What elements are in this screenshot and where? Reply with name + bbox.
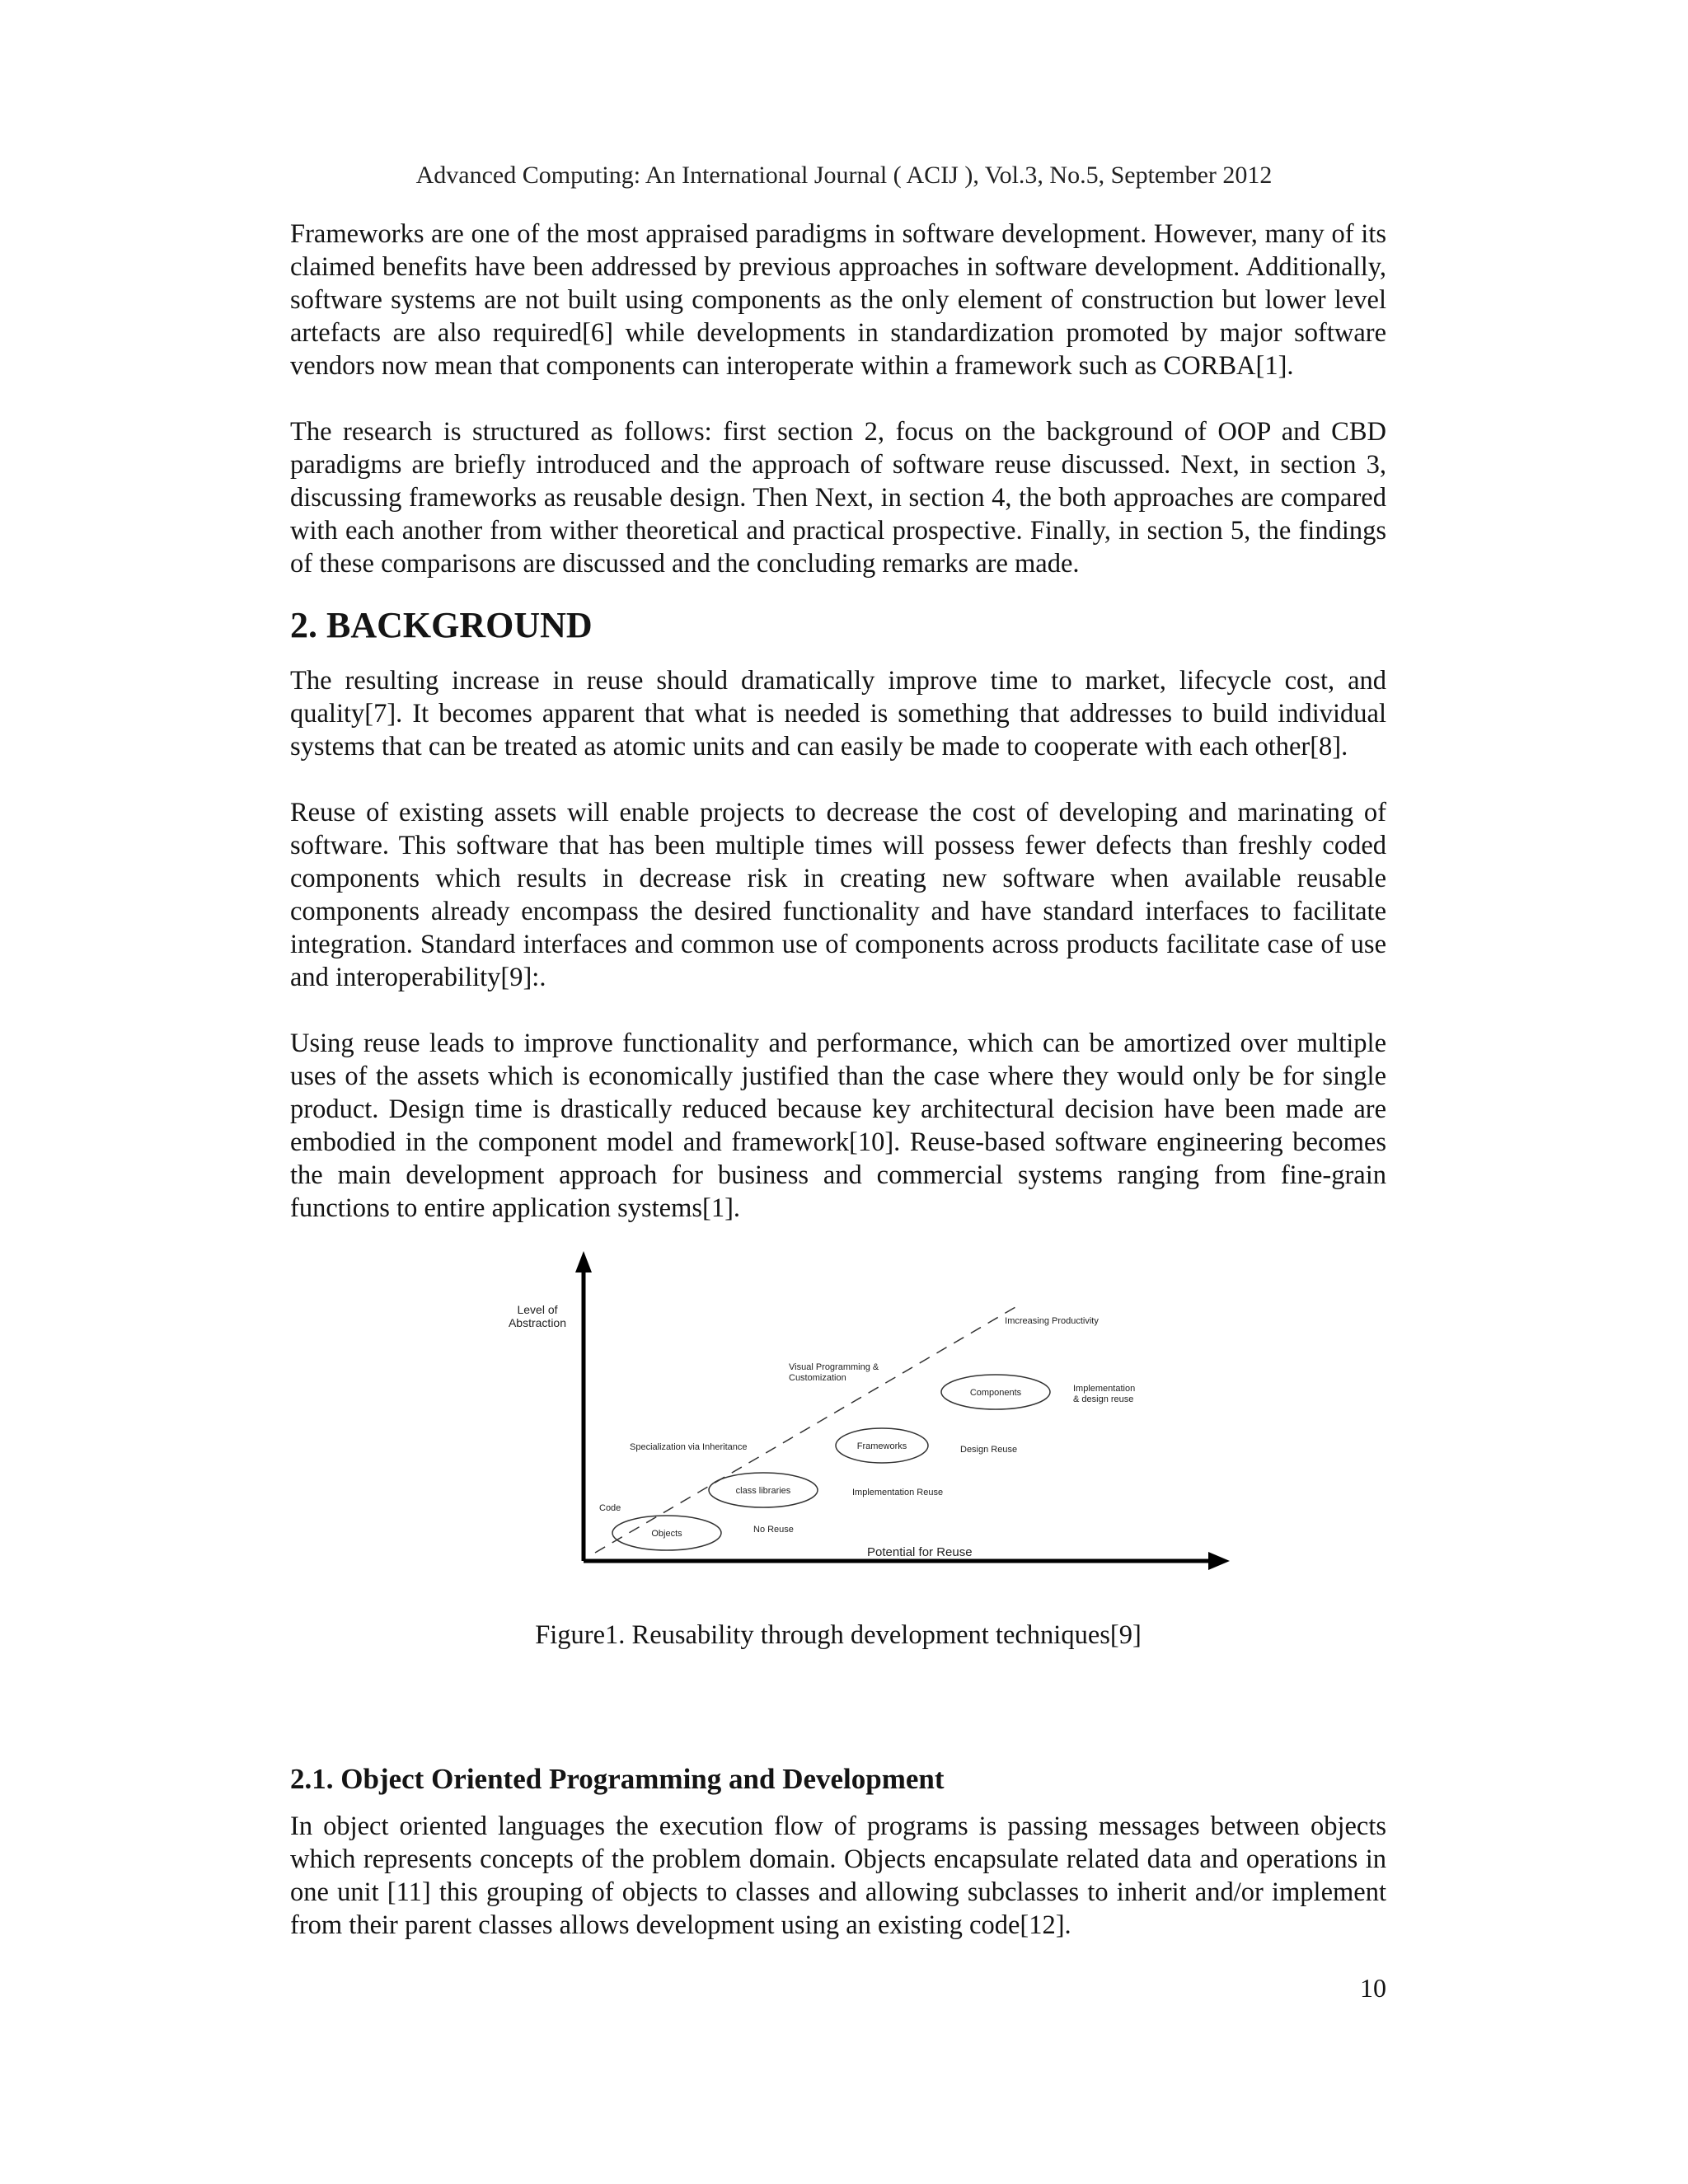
label-impl-design-reuse-line1: Implementation (1073, 1384, 1136, 1394)
node-class-libraries-label: class libraries (735, 1486, 791, 1496)
y-axis-arrow-icon (575, 1251, 592, 1272)
running-header: Advanced Computing: An International Journal ( ACIJ ), Vol.3, No.5, September 2012 (415, 162, 1273, 189)
paragraph-frameworks: Frameworks are one of the most appraised paradigms in software development. However, many of its claimed benefits have been addressed by previous approaches in software development. Additionally, software systems are not built using components as the only element of construction but lower level artefacts are also required[6] while developments in standardization promoted by major software vendors now mean that components can interoperate within a framework such as CORBA[1]. (290, 219, 1386, 381)
section-heading-background: 2. BACKGROUND (290, 605, 593, 645)
subsection-heading-oop: 2.1. Object Oriented Programming and Development (290, 1763, 945, 1795)
node-components-label: Components (969, 1388, 1022, 1398)
label-impl-design-reuse-line2: & design reuse (1073, 1394, 1134, 1404)
node-objects-label: Objects (651, 1529, 682, 1539)
paragraph-structure: The research is structured as follows: first section 2, focus on the background of OOP and CBD paradigms are briefly introduced and the approach of software reuse discussed. Next, in section 3, discussing frameworks as reusable design. Then Next, in section 4, the both approaches are compared with each another from wither theoretical and practical prospective. Finally, in section 5, the findings of these comparisons are discussed and the concluding remarks are made. (290, 417, 1386, 579)
body-content (290, 218, 1386, 1975)
figure-reusability-diagram (290, 1248, 1386, 1619)
x-axis-arrow-icon (1208, 1552, 1230, 1570)
label-implementation-reuse: Implementation Reuse (852, 1488, 944, 1497)
paragraph-oop: In object oriented languages the execution flow of programs is passing messages between objects which represents concepts of the problem domain. Objects encapsulate related data and operations in one unit [11] this grouping of objects to classes and allowing subclasses to inherit and/or implement from their parent classes allows development using an existing code[12]. (290, 1811, 1386, 1940)
label-visual-programming-line1: Visual Programming & (789, 1362, 879, 1372)
label-no-reuse: No Reuse (753, 1525, 794, 1535)
reusability-diagram (290, 1248, 1386, 1619)
label-design-reuse: Design Reuse (960, 1445, 1018, 1455)
page-number: 10 (1360, 1973, 1386, 2003)
paragraph-reuse-increase: The resulting increase in reuse should dramatically improve time to market, lifecycle cost, and quality[7]. It becomes apparent that what is needed is something that addresses to build individual systems that can be treated as atomic units and can easily be made to cooperate with each other[8]. (290, 666, 1386, 762)
label-specialization: Specialization via Inheritance (630, 1442, 748, 1452)
label-visual-programming-line2: Customization (789, 1373, 846, 1383)
paragraph-using-reuse: Using reuse leads to improve functionality and performance, which can be amortized over multiple uses of the assets which is economically justified than the case where they would only be for single product. Design time is drastically reduced because key architectural decision have been made are embodied in the component model and framework[10]. Reuse-based software engineering becomes the main development approach for business and commercial systems ranging from fine-grain functions to entire application systems[1]. (290, 1029, 1386, 1223)
paragraph-reuse-assets: Reuse of existing assets will enable projects to decrease the cost of developing and marinating of software. This software that has been multiple times will possess fewer defects than freshly coded components which results in decrease risk in creating new software when available reusable components already encompass the desired functionality and have standard interfaces to facilitate integration. Standard interfaces and common use of components across products facilitate case of use and interoperability[9]:. (290, 798, 1386, 992)
node-frameworks-label: Frameworks (856, 1441, 907, 1451)
x-axis-label: Potential for Reuse (867, 1545, 973, 1559)
label-code: Code (599, 1503, 621, 1513)
figure-caption: Figure1. Reusability through development techniques[9] (535, 1620, 1142, 1650)
label-increasing-productivity: Imcreasing Productivity (1005, 1316, 1099, 1326)
y-axis-label-line1: Level of (517, 1303, 558, 1316)
y-axis-label-line2: Abstraction (508, 1316, 567, 1329)
